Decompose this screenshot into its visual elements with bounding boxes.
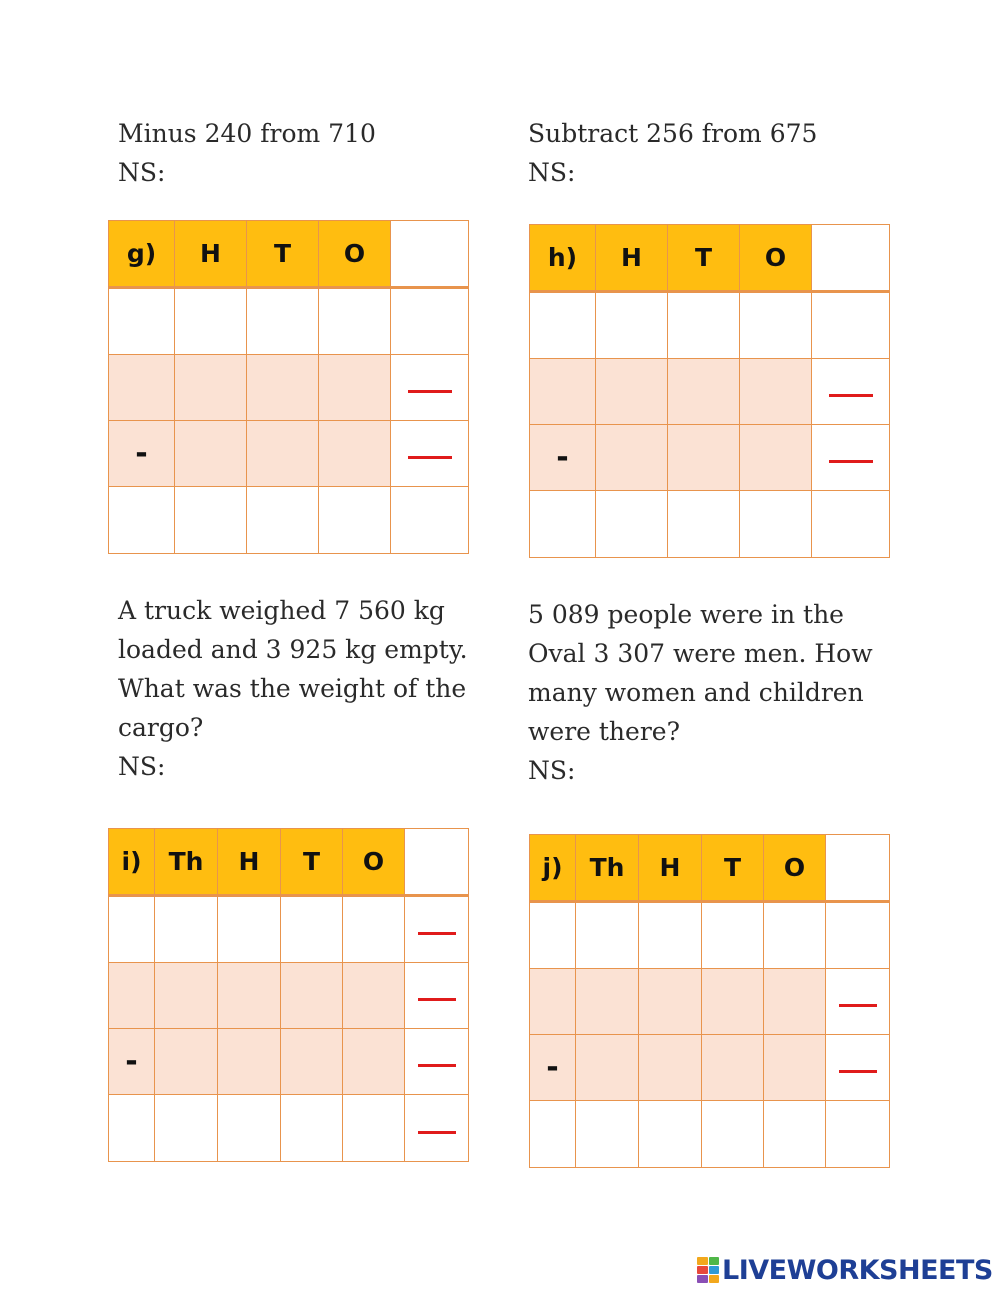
column-header: H (175, 221, 247, 288)
problem-j-prompt (528, 595, 873, 790)
digit-cell[interactable] (175, 421, 247, 487)
carry-cell[interactable] (639, 902, 702, 969)
carry-cell[interactable] (740, 292, 812, 359)
answer-line-cell[interactable] (812, 425, 890, 491)
column-header: T (281, 829, 343, 896)
grid-label: i) (109, 829, 155, 896)
result-cell[interactable] (639, 1101, 702, 1168)
digit-cell[interactable] (596, 359, 668, 425)
prompt-line: NS: (118, 158, 166, 187)
prompt-line: cargo? (118, 713, 204, 742)
result-cell[interactable] (218, 1095, 281, 1162)
minus-sign: - (109, 421, 175, 487)
prompt-line: 5 089 people were in the (528, 600, 844, 629)
digit-cell[interactable] (702, 1035, 764, 1101)
liveworksheets-logo (697, 1252, 993, 1288)
carry-cell[interactable] (702, 902, 764, 969)
digit-cell[interactable] (343, 963, 405, 1029)
digit-cell[interactable] (218, 963, 281, 1029)
digit-cell[interactable] (319, 355, 391, 421)
digit-cell[interactable] (740, 359, 812, 425)
prompt-line: A truck weighed 7 560 kg (118, 596, 445, 625)
answer-line-cell[interactable] (391, 421, 469, 487)
result-cell[interactable] (281, 1095, 343, 1162)
prompt-line: What was the weight of the (118, 674, 467, 703)
grid-label: g) (109, 221, 175, 288)
prompt-line: Minus 240 from 710 (118, 119, 376, 148)
answer-line[interactable] (408, 456, 452, 459)
carry-cell[interactable] (764, 902, 826, 969)
result-cell[interactable] (764, 1101, 826, 1168)
carry-cell[interactable] (175, 288, 247, 355)
header-spare-cell (405, 829, 469, 896)
side-cell[interactable] (812, 491, 890, 558)
column-header: O (343, 829, 405, 896)
digit-cell[interactable] (343, 1029, 405, 1095)
digit-cell[interactable] (596, 425, 668, 491)
digit-cell[interactable] (639, 1035, 702, 1101)
result-cell[interactable] (247, 487, 319, 554)
answer-line-cell[interactable] (405, 1095, 469, 1162)
carry-cell[interactable] (343, 896, 405, 963)
digit-cell[interactable] (247, 355, 319, 421)
carry-cell[interactable] (319, 288, 391, 355)
problem-i-prompt (118, 591, 468, 786)
carry-cell[interactable] (109, 288, 175, 355)
answer-line[interactable] (408, 390, 452, 393)
carry-cell[interactable] (596, 292, 668, 359)
side-cell[interactable] (812, 292, 890, 359)
problem-h-grid (529, 224, 890, 558)
answer-line[interactable] (418, 1064, 456, 1067)
prompt-line: loaded and 3 925 kg empty. (118, 635, 468, 664)
digit-cell[interactable] (668, 359, 740, 425)
side-cell[interactable] (391, 487, 469, 554)
result-cell[interactable] (668, 491, 740, 558)
digit-cell[interactable] (281, 1029, 343, 1095)
grid-label: j) (530, 835, 576, 902)
carry-cell[interactable] (109, 896, 155, 963)
carry-cell[interactable] (218, 896, 281, 963)
digit-cell[interactable] (576, 1035, 639, 1101)
carry-cell[interactable] (155, 896, 218, 963)
digit-cell[interactable] (281, 963, 343, 1029)
column-header: Th (576, 835, 639, 902)
result-cell[interactable] (530, 491, 596, 558)
answer-line-cell[interactable] (391, 355, 469, 421)
digit-cell[interactable] (530, 969, 576, 1035)
result-cell[interactable] (596, 491, 668, 558)
header-spare-cell (826, 835, 890, 902)
prompt-line: many women and children (528, 678, 864, 707)
result-cell[interactable] (175, 487, 247, 554)
digit-cell[interactable] (155, 963, 218, 1029)
digit-cell[interactable] (109, 355, 175, 421)
column-header: O (740, 225, 812, 292)
column-header: T (668, 225, 740, 292)
carry-cell[interactable] (247, 288, 319, 355)
result-cell[interactable] (319, 487, 391, 554)
answer-line-cell[interactable] (405, 963, 469, 1029)
liveworksheets-logo-icon (697, 1257, 719, 1283)
result-cell[interactable] (343, 1095, 405, 1162)
problem-g-prompt (118, 114, 376, 192)
digit-cell[interactable] (639, 969, 702, 1035)
header-spare-cell (812, 225, 890, 292)
brand-name: LIVEWORKSHEETS (722, 1254, 993, 1286)
digit-cell[interactable] (740, 425, 812, 491)
answer-line[interactable] (829, 460, 873, 463)
answer-line[interactable] (418, 932, 456, 935)
column-header: T (247, 221, 319, 288)
column-header: T (702, 835, 764, 902)
digit-cell[interactable] (109, 963, 155, 1029)
prompt-line: Oval 3 307 were men. How (528, 639, 873, 668)
answer-line[interactable] (839, 1070, 877, 1073)
minus-sign: - (530, 425, 596, 491)
digit-cell[interactable] (668, 425, 740, 491)
answer-line-cell[interactable] (812, 359, 890, 425)
answer-line[interactable] (418, 1131, 456, 1134)
answer-line-cell[interactable] (826, 1035, 890, 1101)
result-cell[interactable] (109, 487, 175, 554)
carry-cell[interactable] (530, 902, 576, 969)
prompt-line: Subtract 256 from 675 (528, 119, 818, 148)
result-cell[interactable] (740, 491, 812, 558)
result-cell[interactable] (155, 1095, 218, 1162)
problem-g-grid (108, 220, 469, 554)
result-cell[interactable] (530, 1101, 576, 1168)
answer-line[interactable] (839, 1004, 877, 1007)
digit-cell[interactable] (155, 1029, 218, 1095)
side-cell[interactable] (391, 288, 469, 355)
grid-label: h) (530, 225, 596, 292)
answer-line-cell[interactable] (405, 896, 469, 963)
answer-line-cell[interactable] (405, 1029, 469, 1095)
prompt-line: were there? (528, 717, 680, 746)
digit-cell[interactable] (247, 421, 319, 487)
column-header: O (319, 221, 391, 288)
prompt-line: NS: (118, 752, 166, 781)
digit-cell[interactable] (764, 1035, 826, 1101)
carry-cell[interactable] (668, 292, 740, 359)
answer-line[interactable] (418, 998, 456, 1001)
carry-cell[interactable] (530, 292, 596, 359)
problem-j-grid (529, 834, 890, 1168)
column-header: Th (155, 829, 218, 896)
digit-cell[interactable] (702, 969, 764, 1035)
digit-cell[interactable] (218, 1029, 281, 1095)
result-cell[interactable] (576, 1101, 639, 1168)
column-header: H (596, 225, 668, 292)
prompt-line: NS: (528, 756, 576, 785)
side-cell[interactable] (826, 902, 890, 969)
answer-line[interactable] (829, 394, 873, 397)
digit-cell[interactable] (764, 969, 826, 1035)
header-spare-cell (391, 221, 469, 288)
digit-cell[interactable] (530, 359, 596, 425)
minus-sign: - (109, 1029, 155, 1095)
digit-cell[interactable] (175, 355, 247, 421)
result-cell[interactable] (702, 1101, 764, 1168)
problem-i-grid (108, 828, 469, 1162)
column-header: H (639, 835, 702, 902)
carry-cell[interactable] (281, 896, 343, 963)
prompt-line: NS: (528, 158, 576, 187)
answer-line-cell[interactable] (826, 969, 890, 1035)
carry-cell[interactable] (576, 902, 639, 969)
column-header: O (764, 835, 826, 902)
problem-h-prompt (528, 114, 817, 192)
minus-sign: - (530, 1035, 576, 1101)
column-header: H (218, 829, 281, 896)
side-cell[interactable] (826, 1101, 890, 1168)
result-cell[interactable] (109, 1095, 155, 1162)
digit-cell[interactable] (319, 421, 391, 487)
digit-cell[interactable] (576, 969, 639, 1035)
